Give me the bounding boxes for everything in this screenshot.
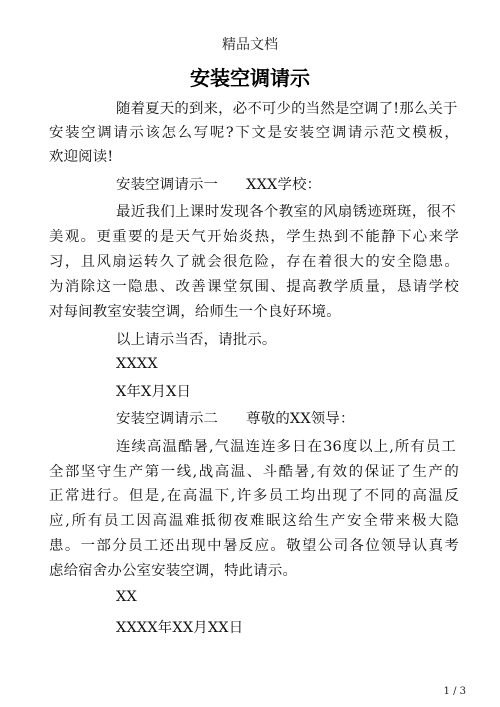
document-title: 安装空调请示 [190,66,310,90]
letter1-paragraph-line-4: 为消除这一隐患、改善课堂氛围、提高教学质量，恳请学校 [49,279,459,295]
intro-line-1: 随着夏天的到来，必不可少的当然是空调了!那么关于 [116,101,458,117]
letter1-paragraph-line-5: 对每间教室安装空调，给师生一个良好环境。 [49,304,341,320]
intro-line-3: 欢迎阅读! [49,149,114,165]
letter2-signature: XX [116,589,137,605]
letter2-heading: 安装空调请示二 [116,411,219,427]
letter2-paragraph-line-4: 应,所有员工因高温难抵彻夜难眠这给生产安全带来极大隐 [49,513,459,529]
letter1-paragraph-line-3: 习，且风扇运转久了就会很危险，存在着很大的安全隐患。 [49,254,459,270]
letter2-date: XXXX年XX月XX日 [116,620,244,636]
letter1-salutation: XXX学校： [246,177,322,193]
letter2-paragraph-line-2: 全部坚守生产第一线,战高温、斗酷暑,有效的保证了生产的 [49,464,459,480]
page-header: 精品文档 [222,37,278,53]
letter1-paragraph-line-1: 最近我们上课时发现各个教室的风扇锈迹斑斑，很不 [116,204,456,220]
letter1-paragraph-line-2: 美观。更重要的是天气开始炎热，学生热到不能静下心来学 [49,229,459,245]
letter1-date: X年X月X日 [116,384,192,400]
letter1-signature: XXXX [116,356,158,372]
letter2-paragraph-line-5: 患。一部分员工还出现中暑反应。敬望公司各位领导认真考 [49,538,459,554]
page-number: 1 / 3 [443,686,466,697]
letter2-paragraph-line-3: 正常进行。但是,在高温下,许多员工均出现了不同的高温反 [49,488,459,504]
letter2-paragraph-line-1: 连续高温酷暑,气温连连多日在36度以上,所有员工 [116,439,456,455]
letter2-heading-row [116,407,500,428]
letter2-salutation: 尊敬的XX领导： [246,411,355,427]
letter1-closing: 以上请示当否，请批示。 [116,332,277,348]
intro-line-2: 安装空调请示该怎么写呢?下文是安装空调请示范文模板， [49,125,459,141]
letter1-heading: 安装空调请示一 [116,177,219,193]
letter2-paragraph-line-6: 虑给宿舍办公室安装空调，特此请示。 [49,563,298,579]
letter1-heading-row [116,173,500,194]
